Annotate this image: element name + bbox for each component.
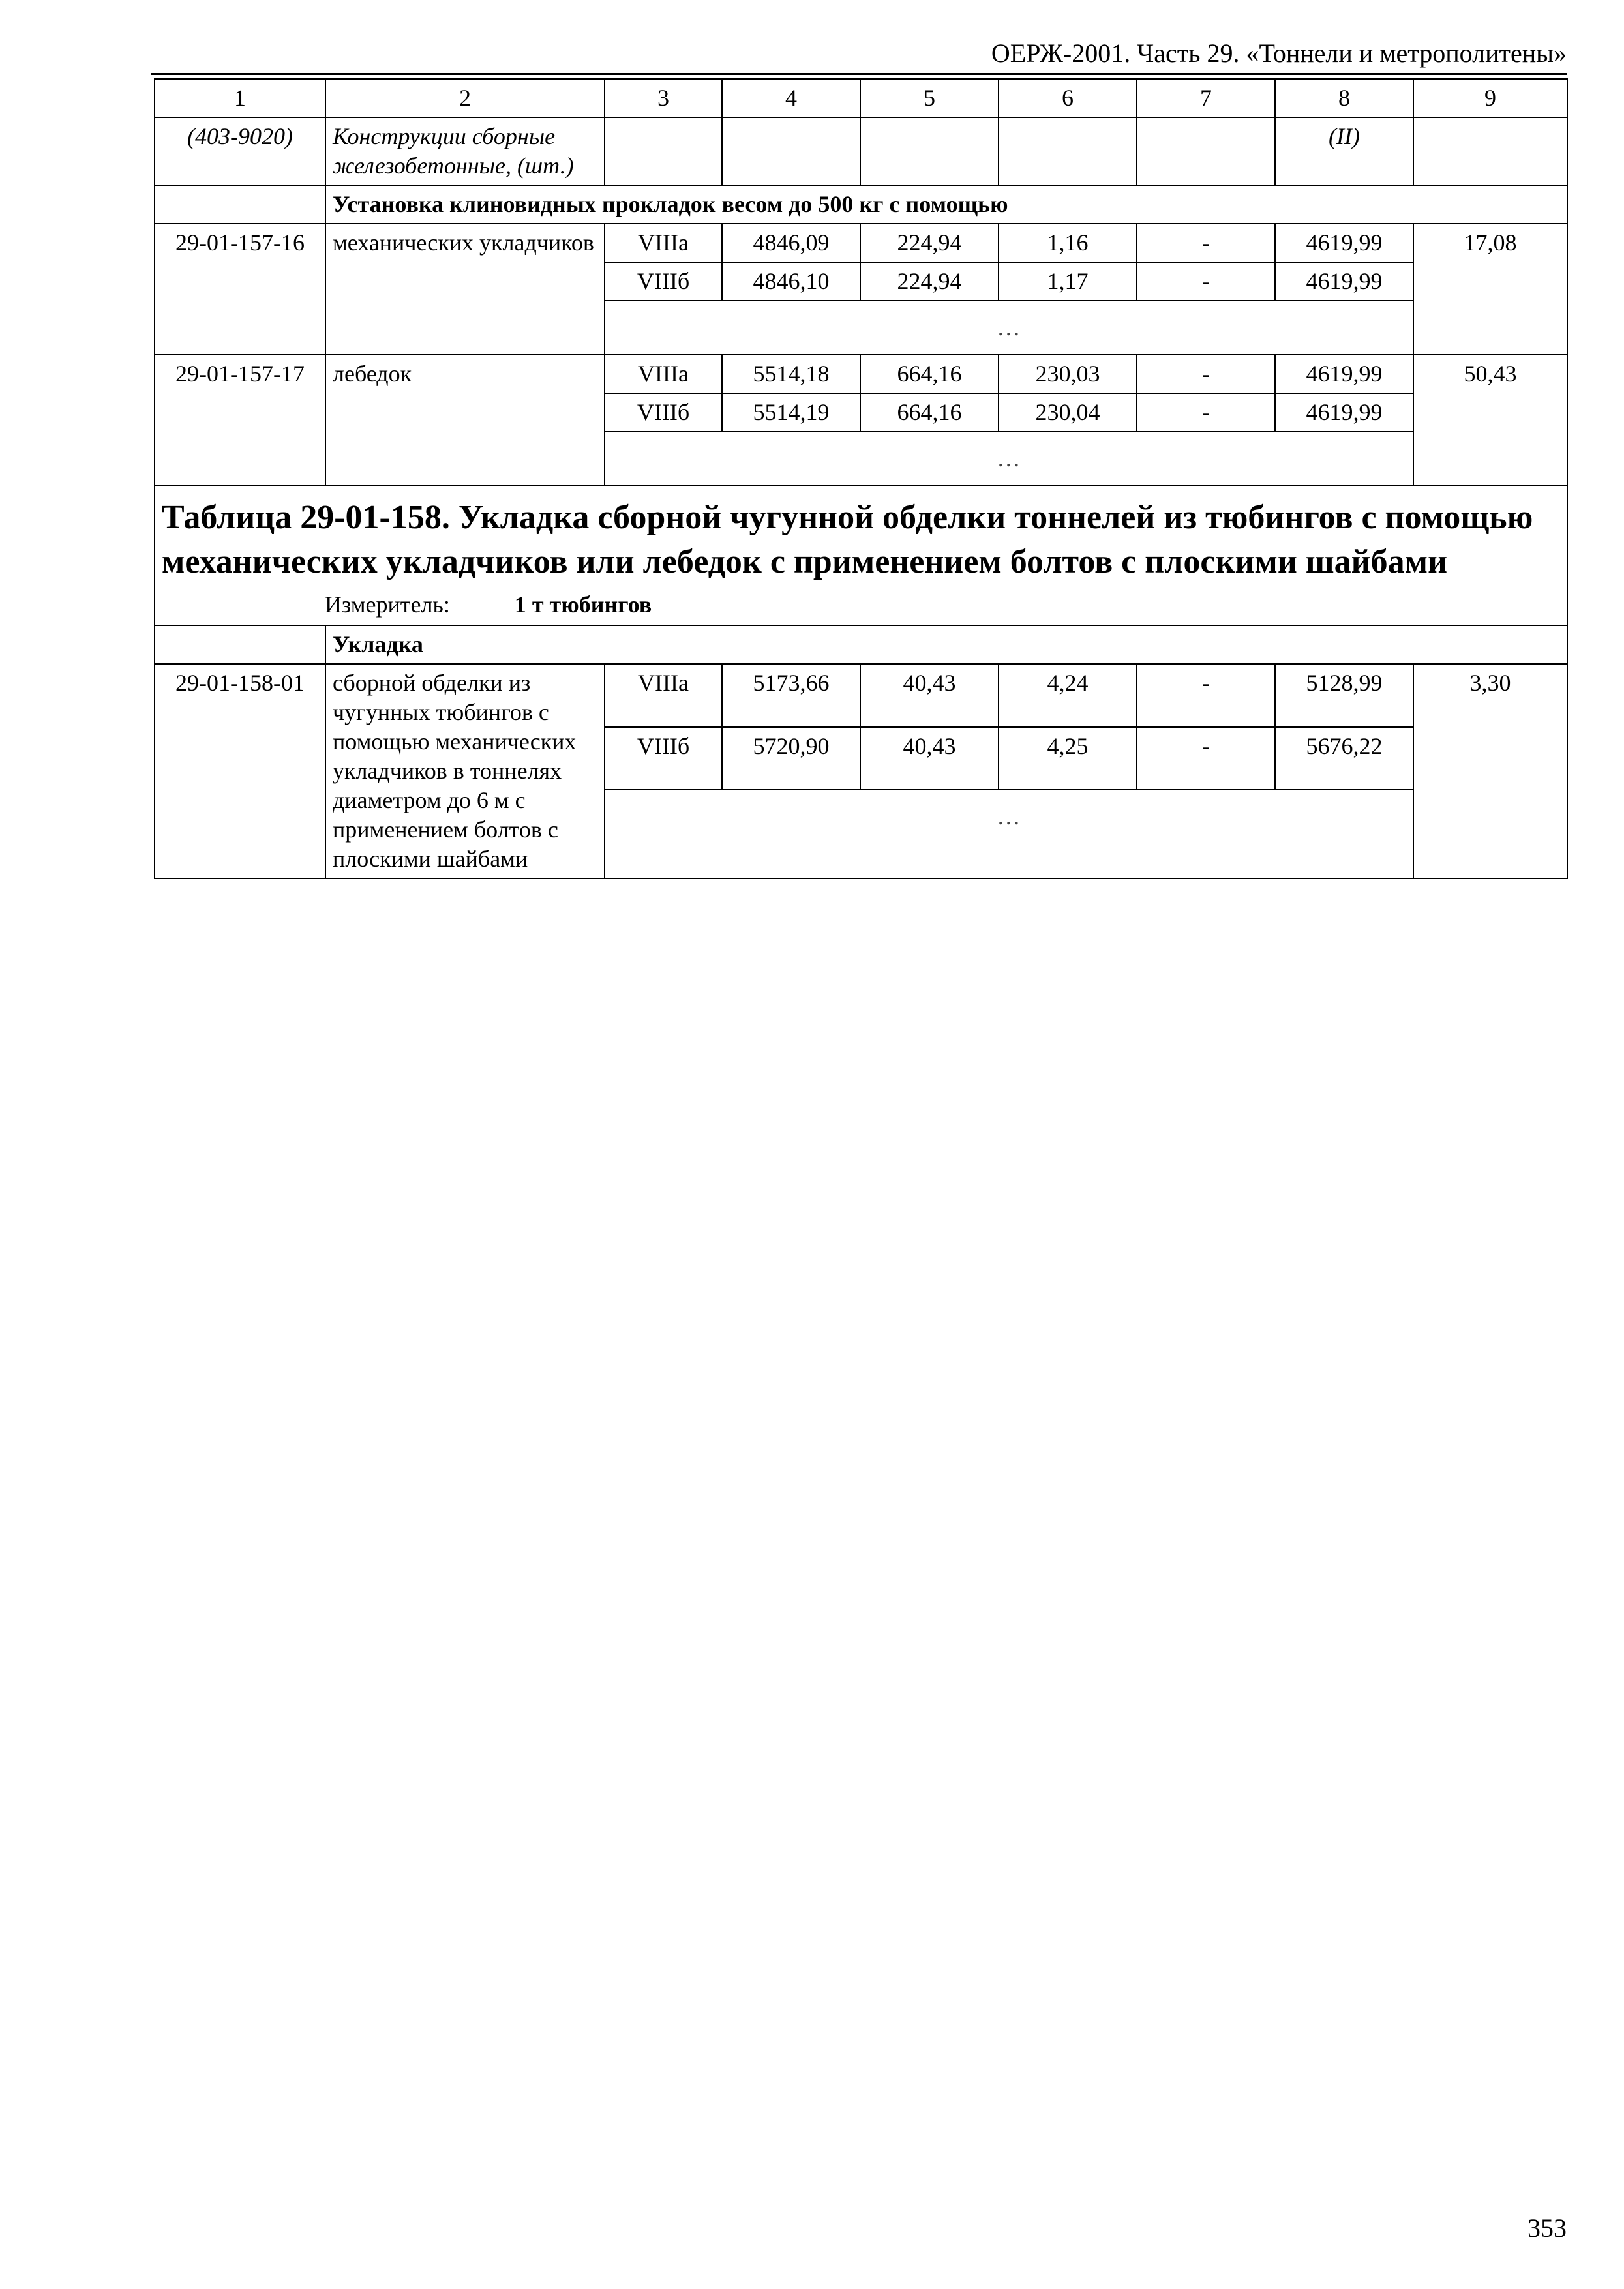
row-col8: (II) [1275, 117, 1413, 185]
meter-value: 1 т тюбингов [514, 591, 652, 618]
table-cell: 230,03 [999, 355, 1137, 393]
table-cell: 224,94 [860, 262, 999, 301]
table-cell: 5128,99 [1275, 664, 1413, 727]
table-cell: - [1137, 224, 1275, 262]
table-cell: 230,04 [999, 393, 1137, 432]
row-name: лебедок [325, 355, 605, 486]
col-number: 8 [1275, 79, 1413, 117]
running-head: ОЕРЖ-2001. Часть 29. «Тоннели и метрополитены» [991, 38, 1567, 68]
placeholder-cell: … [605, 432, 1413, 486]
table-cell: VIIIб [605, 393, 722, 432]
table-cell: 4,25 [999, 727, 1137, 790]
table-cell: 4846,09 [722, 224, 860, 262]
table-cell: VIIIб [605, 262, 722, 301]
table-cell: 664,16 [860, 355, 999, 393]
column-number-row [155, 79, 1567, 117]
col-number: 3 [605, 79, 722, 117]
table-cell: 5676,22 [1275, 727, 1413, 790]
page-frame [154, 78, 1567, 879]
table-cell: 4619,99 [1275, 224, 1413, 262]
table-title-row [155, 486, 1567, 625]
table-row [155, 664, 1567, 727]
table-cell: VIIIб [605, 727, 722, 790]
col-number: 9 [1413, 79, 1567, 117]
header-rule [151, 73, 1567, 75]
row-col9: 3,30 [1413, 664, 1567, 878]
meter-label: Измеритель: [325, 591, 450, 618]
table-cell: 664,16 [860, 393, 999, 432]
table-cell: VIIIа [605, 664, 722, 727]
table-row [155, 224, 1567, 262]
col-number: 6 [999, 79, 1137, 117]
table-cell: 5514,19 [722, 393, 860, 432]
row-col9: 17,08 [1413, 224, 1567, 355]
table-cell: 40,43 [860, 727, 999, 790]
row-code: 29-01-158-01 [155, 664, 325, 878]
table-cell: 40,43 [860, 664, 999, 727]
table-cell: VIIIа [605, 355, 722, 393]
table-cell: VIIIа [605, 224, 722, 262]
row-code: (403-9020) [155, 117, 325, 185]
table-cell: - [1137, 393, 1275, 432]
section-title: Установка клиновидных прокладок весом до 500 кг с помощью [325, 185, 1567, 224]
table-cell: 5514,18 [722, 355, 860, 393]
table-cell: 224,94 [860, 224, 999, 262]
table-cell: 5720,90 [722, 727, 860, 790]
table-cell: 1,17 [999, 262, 1137, 301]
col-number: 7 [1137, 79, 1275, 117]
page-number: 353 [1527, 2213, 1567, 2243]
table-cell: - [1137, 262, 1275, 301]
col-number: 1 [155, 79, 325, 117]
rate-group [155, 224, 1567, 355]
row-col9: 50,43 [1413, 355, 1567, 486]
row-name: механических укладчиков [325, 224, 605, 355]
col-number: 2 [325, 79, 605, 117]
row-name: Конструкции сборные железобетонные, (шт.) [325, 117, 605, 185]
table-cell: - [1137, 727, 1275, 790]
table-cell: 4619,99 [1275, 393, 1413, 432]
table-row [155, 117, 1567, 185]
section-heading-row [155, 185, 1567, 224]
row-code: 29-01-157-17 [155, 355, 325, 486]
col-number: 5 [860, 79, 999, 117]
placeholder-cell: … [605, 301, 1413, 355]
table-cell: 4846,10 [722, 262, 860, 301]
table-cell: 1,16 [999, 224, 1137, 262]
col-number: 4 [722, 79, 860, 117]
meter-line [155, 588, 1567, 625]
row-name: сборной обделки из чугунных тюбингов с помощью механических укладчиков в тоннелях диаметром до 6 м с применением болтов с плоскими шайбами [325, 664, 605, 878]
table-cell: - [1137, 664, 1275, 727]
rates-table [154, 78, 1568, 879]
table-cell: 4,24 [999, 664, 1137, 727]
table-cell: 4619,99 [1275, 262, 1413, 301]
row-code: 29-01-157-16 [155, 224, 325, 355]
table-cell: 5173,66 [722, 664, 860, 727]
rate-group [155, 664, 1567, 878]
table-cell: - [1137, 355, 1275, 393]
placeholder-cell: … [605, 790, 1413, 878]
table-title: Таблица 29-01-158. Укладка сборной чугунной обделки тоннелей из тюбингов с помощью механических укладчиков или лебедок с применением болтов с плоскими шайбами [162, 499, 1533, 580]
section-heading-row [155, 625, 1567, 664]
table-row [155, 355, 1567, 393]
section-title: Укладка [325, 625, 1567, 664]
rate-group [155, 355, 1567, 486]
table-cell: 4619,99 [1275, 355, 1413, 393]
